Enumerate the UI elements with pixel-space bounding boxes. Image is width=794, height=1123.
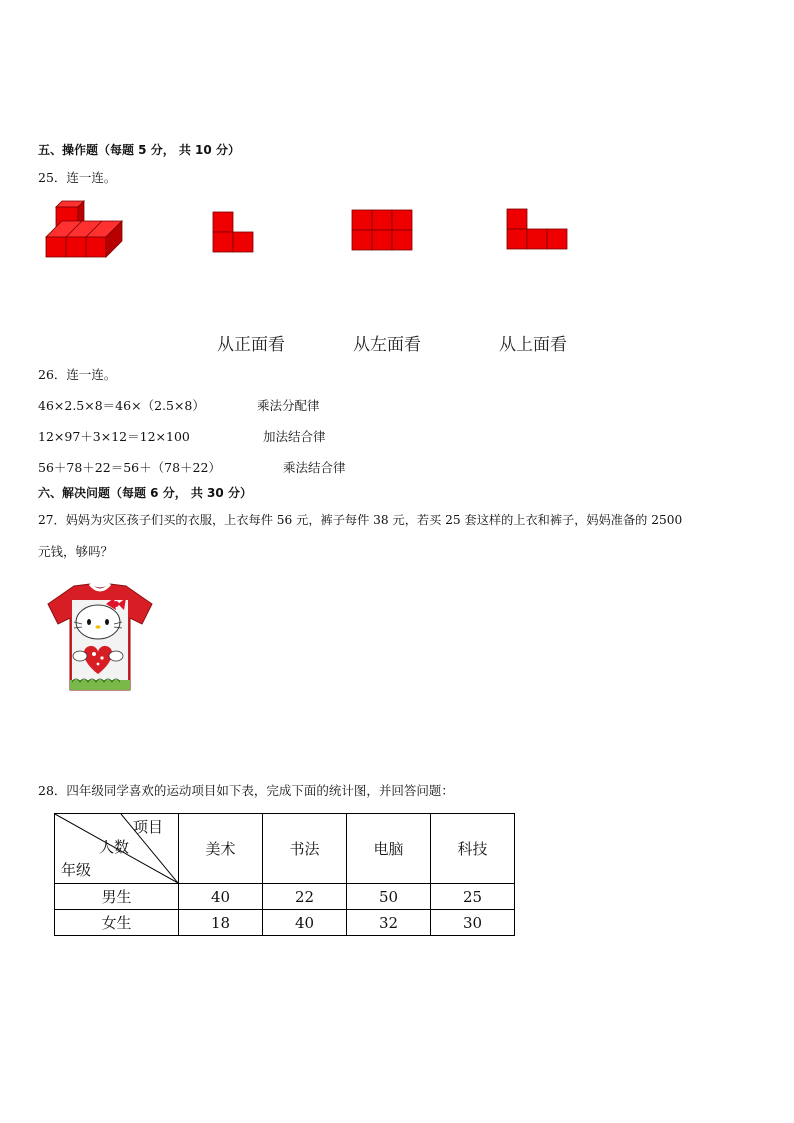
- question-26-title: 26．连一连。: [38, 367, 117, 382]
- table-cell: 40: [263, 910, 347, 936]
- corner-label-grade: 年级: [61, 861, 92, 879]
- table-cell: 18: [179, 910, 263, 936]
- view-label-front: 从正面看: [217, 335, 285, 355]
- law-1: 乘法分配律: [257, 398, 320, 413]
- expression-1: 46×2.5×8＝46×（2.5×8）: [38, 398, 205, 413]
- table-header-cell: 美术: [179, 814, 263, 884]
- question-27-line-1: 27．妈妈为灾区孩子们买的衣服，上衣每件 56 元，裤子每件 38 元，若买 25 套这样的上衣和裤子，妈妈准备的 2500: [38, 513, 683, 527]
- question-28-title: 28．四年级同学喜欢的运动项目如下表，完成下面的统计图，并回答问题：: [38, 783, 454, 798]
- view-label-top: 从上面看: [499, 335, 567, 355]
- corner-label-count: 人数: [99, 838, 130, 856]
- expression-3: 56＋78＋22＝56＋（78＋22）: [38, 460, 221, 475]
- table-header-cell: 电脑: [347, 814, 431, 884]
- section-five-heading: 五、操作题（每题 5 分， 共 10 分）: [38, 143, 240, 157]
- law-2: 加法结合律: [263, 429, 326, 444]
- question-25-title: 25．连一连。: [38, 170, 117, 185]
- question-27-line-2: 元钱，够吗？: [38, 544, 114, 559]
- table-header-row: [55, 814, 515, 884]
- sports-table: [54, 813, 515, 936]
- tshirt-image: [44, 582, 156, 694]
- table-cell: 25: [431, 884, 515, 910]
- view-shape-3: [506, 208, 568, 250]
- cube-solid-figure: [44, 199, 126, 259]
- table-cell: 30: [431, 910, 515, 936]
- view-shape-2: [351, 209, 413, 251]
- table-row-label: 女生: [55, 910, 179, 936]
- table-header-cell: 科技: [431, 814, 515, 884]
- expression-2: 12×97＋3×12＝12×100: [38, 429, 190, 444]
- view-label-left: 从左面看: [353, 335, 421, 355]
- table-cell: 50: [347, 884, 431, 910]
- table-cell: 40: [179, 884, 263, 910]
- law-3: 乘法结合律: [283, 460, 346, 475]
- table-cell: 32: [347, 910, 431, 936]
- view-shape-1: [212, 211, 256, 253]
- table-row-label: 男生: [55, 884, 179, 910]
- table-row: [55, 910, 515, 936]
- table-cell: 22: [263, 884, 347, 910]
- section-six-heading: 六、解决问题（每题 6 分， 共 30 分）: [38, 486, 252, 500]
- table-corner-cell: [55, 814, 179, 884]
- table-header-cell: 书法: [263, 814, 347, 884]
- corner-label-project: 项目: [133, 818, 164, 836]
- table-row: [55, 884, 515, 910]
